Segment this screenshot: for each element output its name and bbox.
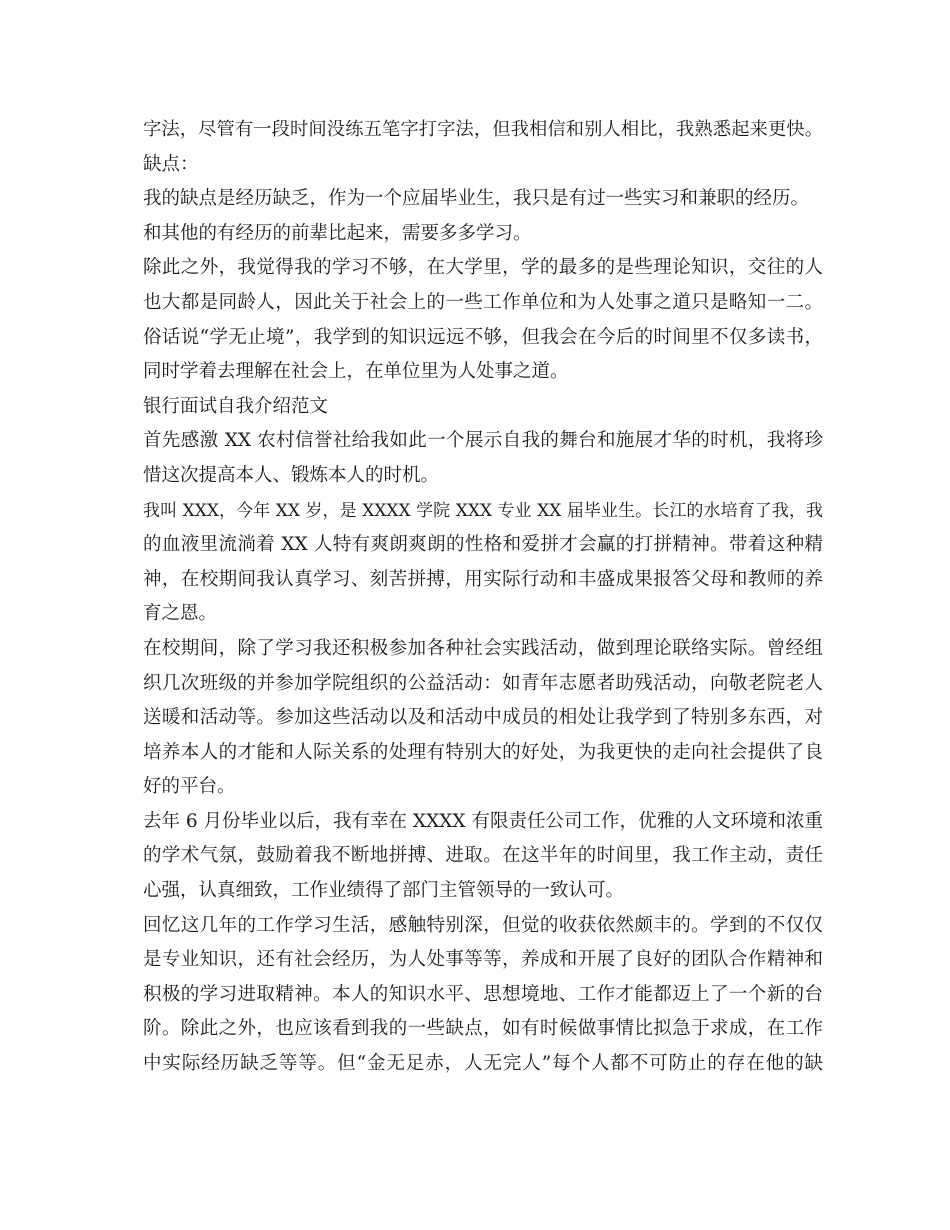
text-line: 的血液里流淌着 XX 人特有爽朗爽朗的性格和爱拼才会赢的打拼精神。带着这种精	[143, 534, 823, 556]
text-line: 字法，尽管有一段时间没练五笔字打字法，但我相信和别人相比，我熟悉起来更快。	[143, 119, 823, 140]
text-line: 阶。除此之外，也应该看到我的一些缺点，如有时候做事情比拟急于求成，在工作	[143, 1018, 823, 1040]
text-line: 育之恩。	[143, 603, 218, 625]
text-line: 也大都是同龄人，因此关于社会上的一些工作单位和为人处事之道只是略知一二。	[143, 291, 823, 313]
text-line: 银行面试自我介绍范文	[143, 395, 329, 417]
text-line: 积极的学习进取精神。本人的知识水平、思想境地、工作才能都迈上了一个新的台	[143, 983, 823, 1005]
text-line: 是专业知识，还有社会经历，为人处事等等，养成和开展了良好的团队合作精神和	[143, 949, 823, 971]
text-line: 首先感激 XX 农村信誉社给我如此一个展示自我的舞台和施展才华的时机，我将珍	[143, 430, 823, 452]
text-line: 中实际经历缺乏等等。但“金无足赤，人无完人”每个人都不可防止的存在他的缺	[143, 1053, 823, 1075]
text-line: 织几次班级的并参加学院组织的公益活动：如青年志愿者助残活动，向敬老院老人	[143, 672, 823, 694]
text-line: 同时学着去理解在社会上，在单位里为人处事之道。	[143, 361, 569, 383]
text-line: 神，在校期间我认真学习、刻苦拼搏，用实际行动和丰盛成果报答父母和教师的养	[143, 568, 823, 590]
text-line: 心强，认真细致，工作业绩得了部门主管领导的一致认可。	[143, 880, 625, 902]
text-line: 回忆这几年的工作学习生活，感触特别深，但觉的收获依然颇丰的。学到的不仅仅	[143, 914, 823, 936]
text-line: 的学术气氛，鼓励着我不断地拼搏、进取。在这半年的时间里，我工作主动，责任	[143, 845, 823, 867]
text-line: 缺点：	[143, 153, 199, 175]
text-line: 惜这次提高本人、锻炼本人的时机。	[143, 464, 440, 486]
text-line: 除此之外，我觉得我的学习不够，在大学里，学的最多的是些理论知识，交往的人	[143, 257, 823, 279]
text-line: 在校期间，除了学习我还积极参加各种社会实践活动，做到理论联络实际。曾经组	[143, 637, 823, 659]
text-line: 我叫 XXX，今年 XX 岁，是 XXXX 学院 XXX 专业 XX 届毕业生。长江的水培育了我，我	[143, 500, 823, 521]
text-line: 去年 6 月份毕业以后，我有幸在 XXXX 有限责任公司工作，优雅的人文环境和浓重	[143, 810, 823, 832]
text-line: 培养本人的才能和人际关系的处理有特别大的好处，为我更快的走向社会提供了良	[143, 741, 823, 763]
text-line: 我的缺点是经历缺乏，作为一个应届毕业生，我只是有过一些实习和兼职的经历。	[143, 188, 810, 210]
text-line: 和其他的有经历的前辈比起来，需要多多学习。	[143, 222, 532, 244]
text-line: 俗话说“学无止境”，我学到的知识远远不够，但我会在今后的时间里不仅多读书，	[143, 326, 823, 348]
text-line: 好的平台。	[143, 776, 236, 798]
text-line: 送暖和活动等。参加这些活动以及和活动中成员的相处让我学到了特别多东西，对	[143, 707, 823, 729]
document-body	[143, 113, 823, 1082]
